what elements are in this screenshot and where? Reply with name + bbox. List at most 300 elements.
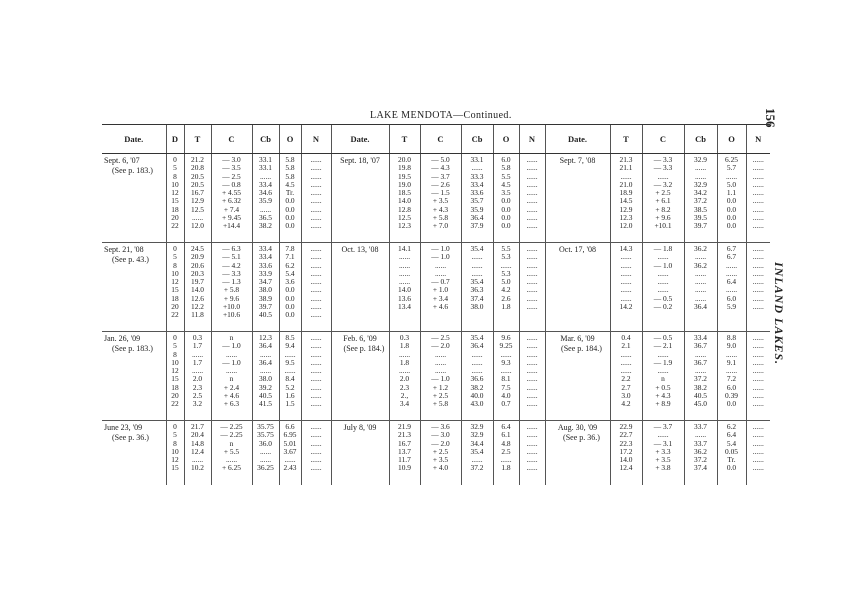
table-cell-value: 18.5 <box>398 188 411 198</box>
table-cell-value: 39.7 <box>259 302 272 312</box>
table-cell-value: ...... <box>310 285 322 295</box>
table-cell-value: ...... <box>500 366 512 376</box>
table-cell-value: ...... <box>526 374 538 384</box>
table-cell-value: + 2.5 <box>432 446 449 456</box>
column-header: C <box>420 125 461 154</box>
table-cell-value: 5.3 <box>501 252 511 262</box>
table-cell-value: 36.6 <box>470 374 484 384</box>
table-cell-value: ...... <box>752 252 764 262</box>
table-cell-value: + 1.0 <box>432 285 449 295</box>
table-cell-value: ...... <box>310 213 322 223</box>
table-cell-value: ...... <box>310 357 322 367</box>
table-cell-value: ...... <box>284 455 296 465</box>
table-cell-value: 37.2 <box>694 196 707 206</box>
table-cell-value: Tr. <box>727 455 736 465</box>
table-cell-value: — 1.0 <box>431 244 450 253</box>
page-reference: (See p. 183.) <box>112 344 153 353</box>
o-cell <box>279 421 301 486</box>
table-cell-value: ...... <box>398 366 411 376</box>
table-cell-value: 35.75 <box>257 422 274 431</box>
table-cell-value: ...... <box>526 366 538 376</box>
table-cell-value: + 3.3 <box>655 446 671 456</box>
table-cell-value: 22 <box>171 221 179 231</box>
table-cell-value: ...... <box>526 204 538 214</box>
table-cell-value: 0.0 <box>501 213 511 223</box>
table-cell-value: 36.5 <box>259 213 272 223</box>
table-cell-value: ...... <box>752 341 764 351</box>
table-cell-value: 8 <box>173 171 177 181</box>
table-cell-value: 12.6 <box>191 293 204 303</box>
table-cell-value: 5.4 <box>285 268 295 278</box>
table-cell-value: 4.8 <box>501 438 511 448</box>
table-cell-value <box>521 311 544 319</box>
table-cell-value: 0.0 <box>285 204 295 214</box>
table-cell-value: 39.2 <box>259 382 272 392</box>
table-cell-value: ...... <box>526 391 538 401</box>
table-cell-value: ...... <box>752 438 764 448</box>
table-cell-value: ...... <box>694 430 707 440</box>
table-cell-value: — 3.7 <box>653 422 673 431</box>
table-cell-value: ...... <box>620 349 632 359</box>
date-cell <box>331 154 389 243</box>
table-cell-value: — 1.5 <box>431 188 450 198</box>
sample-date: Sept. 7, '08 <box>559 156 596 165</box>
table-cell-value: ...... <box>752 366 764 376</box>
table-cell-value: 18 <box>171 382 179 392</box>
table-cell-value: 21.2 <box>191 155 204 164</box>
table-cell-value: 43.0 <box>470 399 484 409</box>
table-cell-value: 5.7 <box>726 163 737 173</box>
table-cell-value <box>719 311 745 319</box>
table-cell-value: ...... <box>694 293 707 303</box>
table-cell-value: 14.2 <box>619 302 633 312</box>
table-cell-value: ...... <box>752 302 764 312</box>
table-cell-value: ...... <box>310 171 322 181</box>
n-cell <box>746 421 770 486</box>
table-cell-value: ...... <box>310 252 322 262</box>
table-cell-value: ...... <box>752 221 764 231</box>
table-cell-value: ...... <box>310 333 322 342</box>
table-cell-value: 19.5 <box>398 171 411 181</box>
table-cell-value: 5.0 <box>501 277 511 287</box>
table-cell-value: ...... <box>526 163 538 173</box>
sample-date: Sept. 18, '07 <box>340 156 380 165</box>
sample-date: Mar. 6, '09 <box>560 334 595 343</box>
column-header: O <box>493 125 519 154</box>
table-body <box>102 154 770 486</box>
table-cell-value: ...... <box>310 188 322 198</box>
date-cell <box>102 154 166 243</box>
table-cell-value: ...... <box>694 366 707 376</box>
table-cell-value: 24.5 <box>191 244 204 253</box>
table-cell-value: ...... <box>752 163 764 173</box>
table-cell-value: 5.8 <box>285 171 295 181</box>
table-cell-value: ...... <box>471 455 483 465</box>
table-cell-value: 39.5 <box>694 213 707 223</box>
table-cell-value: ...... <box>526 179 538 189</box>
table-cell-value: 34.6 <box>259 188 272 198</box>
table-cell-value: 20.0 <box>398 155 411 164</box>
table-cell-value: 36.2 <box>694 244 707 253</box>
table-cell-value: — 2.0 <box>431 438 450 448</box>
table-cell-value: ...... <box>310 399 322 409</box>
table-cell-value: 6.25 <box>725 155 738 164</box>
table-cell-value: ...... <box>310 374 322 384</box>
date-cell <box>545 154 610 243</box>
table-cell-value: ...... <box>310 382 322 392</box>
table-cell-value: ...... <box>526 260 538 270</box>
table-cell-value: 4.5 <box>285 179 295 189</box>
table-cell-value: ...... <box>725 349 738 359</box>
table-cell-value: 5.5 <box>501 171 511 181</box>
table-cell-value: 2.3 <box>399 382 410 392</box>
table-cell-value: ...... <box>284 366 296 376</box>
table-cell-value: ...... <box>225 366 238 376</box>
table-cell-value: 22 <box>171 310 179 320</box>
table-cell-value: ...... <box>526 463 538 473</box>
table-cell-value: ...... <box>500 455 512 465</box>
table-cell-value: ...... <box>310 463 322 473</box>
table-cell-value: ...... <box>752 277 764 287</box>
table-cell-value: 14.0 <box>398 285 411 295</box>
table-row <box>102 332 770 421</box>
table-cell-value: 13.7 <box>398 446 411 456</box>
table-cell-value: ...... <box>526 268 538 278</box>
table-cell-value: 40.5 <box>694 391 707 401</box>
table-cell-value: +10.6 <box>222 310 241 320</box>
table-cell-value: 6.2 <box>726 422 737 431</box>
depth-cell <box>166 421 184 486</box>
table-cell-value: 36.2 <box>694 446 707 456</box>
table-cell-value: 33.4 <box>259 179 272 189</box>
table-cell-value: ...... <box>434 357 447 367</box>
table-cell-value: ...... <box>191 366 204 376</box>
table-cell-value: 5.01 <box>283 438 297 448</box>
table-cell-value: 33.6 <box>259 260 272 270</box>
table-cell-value: 5 <box>173 252 177 262</box>
date-cell <box>102 243 166 332</box>
table-cell-value: n <box>229 438 234 448</box>
table-cell-value: 0.0 <box>285 213 295 223</box>
table-cell-value: 9.25 <box>499 341 513 351</box>
table-cell-value: — 1.3 <box>222 277 241 287</box>
t-cell <box>610 332 642 421</box>
t-cell <box>184 332 211 421</box>
table-cell-value <box>748 311 770 319</box>
o-cell <box>493 154 519 243</box>
table-cell-value: ...... <box>752 244 764 253</box>
table-cell-value: — 3.3 <box>653 163 673 173</box>
table-row <box>102 154 770 243</box>
table-cell-value: 34.2 <box>694 188 707 198</box>
table-cell-value: 21.1 <box>619 163 633 173</box>
table-cell-value: ...... <box>526 213 538 223</box>
table-cell-value: 5.4 <box>726 438 737 448</box>
table-cell-value: + 4.3 <box>655 391 671 401</box>
table-cell-value: 21.3 <box>398 430 411 440</box>
table-cell-value: 0.0 <box>285 196 295 206</box>
n-cell <box>301 154 331 243</box>
table-cell-value: + 8.2 <box>655 204 671 214</box>
t-cell <box>389 154 420 243</box>
column-header: O <box>717 125 746 154</box>
cb-cell <box>461 332 493 421</box>
table-cell-value: ...... <box>471 268 483 278</box>
table-cell-value: 3.4 <box>399 399 410 409</box>
table-cell-value: 9.6 <box>501 333 511 342</box>
table-cell-value: 5.8 <box>285 163 295 173</box>
table-cell-value: 21.7 <box>191 422 204 431</box>
table-cell-value: + 5.8 <box>432 213 449 223</box>
table-cell-value: 12.5 <box>398 213 411 223</box>
column-header: D <box>166 125 184 154</box>
table-cell-value: — 3.2 <box>653 179 673 189</box>
table-cell-value: 8.4 <box>285 374 295 384</box>
table-cell-value: 36.7 <box>694 341 707 351</box>
table-cell-value: ...... <box>526 155 538 164</box>
table-cell-value: 0 <box>173 155 177 164</box>
table-cell-value: ...... <box>434 349 447 359</box>
table-cell-value: ...... <box>725 171 738 181</box>
table-cell-value: 0.0 <box>726 213 737 223</box>
table-cell-value: 18 <box>171 204 179 214</box>
date-cell <box>545 243 610 332</box>
date-cell <box>331 332 389 421</box>
table-cell-value: 18.9 <box>619 188 633 198</box>
table-cell-value: ...... <box>310 349 322 359</box>
table-cell-value: ...... <box>434 366 447 376</box>
table-cell-value: — 3.0 <box>222 155 241 164</box>
table-cell-value: 6.0 <box>501 155 511 164</box>
cb-cell <box>684 332 717 421</box>
table-cell-value: ...... <box>310 179 322 189</box>
table-cell-value: ...... <box>526 277 538 287</box>
table-cell-value: ...... <box>526 196 538 206</box>
c-cell <box>642 243 684 332</box>
table-cell-value: ...... <box>620 277 632 287</box>
date-cell <box>545 421 610 486</box>
table-cell-value: 35.9 <box>259 196 272 206</box>
table-cell-value: 0 <box>173 422 177 431</box>
table-cell-value: — 1.8 <box>653 244 673 253</box>
table-cell-value <box>686 311 716 319</box>
t-cell <box>610 154 642 243</box>
table-cell-value: 1.8 <box>501 463 511 473</box>
table-cell-value: 1.6 <box>285 391 295 401</box>
table-cell-value: ...... <box>752 455 764 465</box>
table-cell-value: 45.0 <box>694 399 707 409</box>
column-header: T <box>610 125 642 154</box>
table-cell-value: ...... <box>310 430 322 440</box>
table-cell-value: ...... <box>310 438 322 448</box>
sample-date: Feb. 6, '09 <box>343 334 377 343</box>
table-cell-value: 0 <box>173 244 177 253</box>
cb-cell <box>461 421 493 486</box>
table-cell-value: 38.0 <box>259 285 272 295</box>
table-cell-value: 1.7 <box>192 357 203 367</box>
depth-cell <box>166 243 184 332</box>
o-cell <box>717 243 746 332</box>
cb-cell <box>684 243 717 332</box>
table-cell-value: ...... <box>310 341 322 351</box>
table-cell-value: ...... <box>526 171 538 181</box>
table-cell-value: + 3.5 <box>655 455 671 465</box>
table-cell-value: ...... <box>752 293 764 303</box>
table-cell-value: ...... <box>191 455 204 465</box>
sample-date: Aug. 30, '09 <box>557 423 598 432</box>
table-cell-value: — 2.0 <box>431 341 450 351</box>
table-cell-value: 5.9 <box>726 302 737 312</box>
table-cell-value: ...... <box>500 260 512 270</box>
c-cell <box>642 421 684 486</box>
table-cell-value: ...... <box>526 244 538 253</box>
table-cell-value: ...... <box>471 349 483 359</box>
table-cell-value: 3.0 <box>621 391 631 401</box>
column-header: T <box>389 125 420 154</box>
table-cell-value: — 2.25 <box>220 430 243 440</box>
page-reference: (See p. 43.) <box>112 255 149 264</box>
table-cell-value: — 2.5 <box>431 333 450 342</box>
table-cell-value: — 0.5 <box>653 333 673 342</box>
table-cell-value: 12 <box>171 455 179 465</box>
table-cell-value: 14.3 <box>619 244 633 253</box>
table-cell-value: ...... <box>310 310 322 320</box>
table-cell-value: + 3.5 <box>432 196 449 206</box>
table-cell-value: ...... <box>620 171 632 181</box>
table-cell-value: ...... <box>259 446 272 456</box>
table-cell-value: 2.0 <box>192 374 203 384</box>
table-cell-value: ...... <box>398 277 411 287</box>
table-cell-value: + 4.55 <box>222 188 241 198</box>
table-cell-value <box>391 311 419 319</box>
table-cell-value: 20 <box>171 391 179 401</box>
table-cell-value: — 1.0 <box>222 341 241 351</box>
table-cell-value: 8.8 <box>726 333 737 342</box>
c-cell <box>211 421 252 486</box>
table-cell-value: ...... <box>752 357 764 367</box>
t-cell <box>389 243 420 332</box>
table-cell-value: 0.0 <box>726 204 737 214</box>
table-cell-value: ...... <box>752 349 764 359</box>
table-cell-value: 37.9 <box>470 221 484 231</box>
table-cell-value: 6.4 <box>726 430 737 440</box>
table-cell-value: 10 <box>171 268 179 278</box>
table-cell-value: 33.7 <box>694 422 707 431</box>
table-cell-value: 10 <box>171 357 179 367</box>
table-cell-value: 12.9 <box>191 196 204 206</box>
table-cell-value: 19.8 <box>398 163 411 173</box>
table-cell-value: 12.9 <box>619 204 633 214</box>
table-cell-value: 7.2 <box>726 374 737 384</box>
table-cell-value: 37.2 <box>470 463 484 473</box>
table-cell-value: ...... <box>310 422 322 431</box>
c-cell <box>420 332 461 421</box>
date-cell <box>102 421 166 486</box>
table-cell-value: ...... <box>657 366 669 376</box>
column-header: Date. <box>331 125 389 154</box>
table-cell-value: ...... <box>500 349 512 359</box>
table-cell-value: 6.4 <box>501 422 511 431</box>
table-cell-value: — 0.8 <box>222 179 241 189</box>
table-cell-value: ...... <box>752 179 764 189</box>
table-cell-value: 33.1 <box>259 163 272 173</box>
table-cell-value: 40.5 <box>259 310 272 320</box>
c-cell <box>420 243 461 332</box>
table-cell-value: +14.4 <box>222 221 241 231</box>
table-cell-value: 32.9 <box>694 155 707 164</box>
page-reference: (See p. 36.) <box>112 433 149 442</box>
table-cell-value: 1.7 <box>192 341 203 351</box>
sample-date: June 23, '09 <box>104 423 143 432</box>
page-reference: (See p. 36.) <box>563 433 600 442</box>
table-cell-value: 33.6 <box>470 188 484 198</box>
table-cell-value: 5.8 <box>501 163 511 173</box>
c-cell <box>211 243 252 332</box>
table-cell-value: ...... <box>657 349 669 359</box>
table-cell-value: 11.7 <box>398 455 411 465</box>
n-cell <box>301 421 331 486</box>
table-cell-value: ...... <box>310 446 322 456</box>
table-cell-value: ...... <box>526 188 538 198</box>
table-cell-value: ...... <box>310 293 322 303</box>
table-cell-value: 20 <box>171 302 179 312</box>
table-cell-value: 36.0 <box>259 438 272 448</box>
o-cell <box>279 154 301 243</box>
column-header: O <box>279 125 301 154</box>
table-cell-value: 1.8 <box>399 341 410 351</box>
table-cell-value: — 5.0 <box>431 155 450 164</box>
table-cell-value: 38.2 <box>694 382 707 392</box>
table-cell-value: n <box>229 333 234 342</box>
table-cell-value: 35.4 <box>470 244 484 253</box>
table-cell-value: ...... <box>526 221 538 231</box>
table-cell-value: ...... <box>310 366 322 376</box>
table-cell-value: 14.1 <box>398 244 411 253</box>
table-cell-value: 0.0 <box>285 302 295 312</box>
n-cell <box>519 332 545 421</box>
date-cell <box>331 243 389 332</box>
sample-date: Sept. 6, '07 <box>104 156 140 165</box>
table-cell-value: ...... <box>526 446 538 456</box>
table-cell-value: 3.67 <box>283 446 297 456</box>
cb-cell <box>461 154 493 243</box>
table-cell-value: ...... <box>725 268 738 278</box>
table-cell-value <box>644 311 683 319</box>
table-cell-value: + 4.6 <box>223 391 240 401</box>
sample-date: Jan. 26, '09 <box>104 334 141 343</box>
table-cell-value: + 4.6 <box>432 302 449 312</box>
n-cell <box>519 243 545 332</box>
table-cell-value: 6.95 <box>283 430 297 440</box>
table-cell-value: 16.7 <box>398 438 411 448</box>
table-cell-value: ...... <box>752 446 764 456</box>
page-reference: (See p. 183.) <box>112 166 153 175</box>
table-cell-value: ...... <box>752 391 764 401</box>
table-cell-value: ...... <box>752 268 764 278</box>
table-cell-value: + 1.2 <box>432 382 449 392</box>
table-cell-value: 39.7 <box>694 221 707 231</box>
t-cell <box>610 243 642 332</box>
table-cell-value: ...... <box>471 260 483 270</box>
table-cell-value: ...... <box>310 196 322 206</box>
table-cell-value: 0.0 <box>501 204 511 214</box>
table-cell-value: 7.5 <box>501 382 511 392</box>
table-cell-value: 14.0 <box>191 285 204 295</box>
table-cell-value: 36.4 <box>470 341 484 351</box>
table-cell-value: 37.4 <box>694 463 707 473</box>
table-cell-value: 5.5 <box>501 244 511 253</box>
table-cell-value: ...... <box>310 260 322 270</box>
